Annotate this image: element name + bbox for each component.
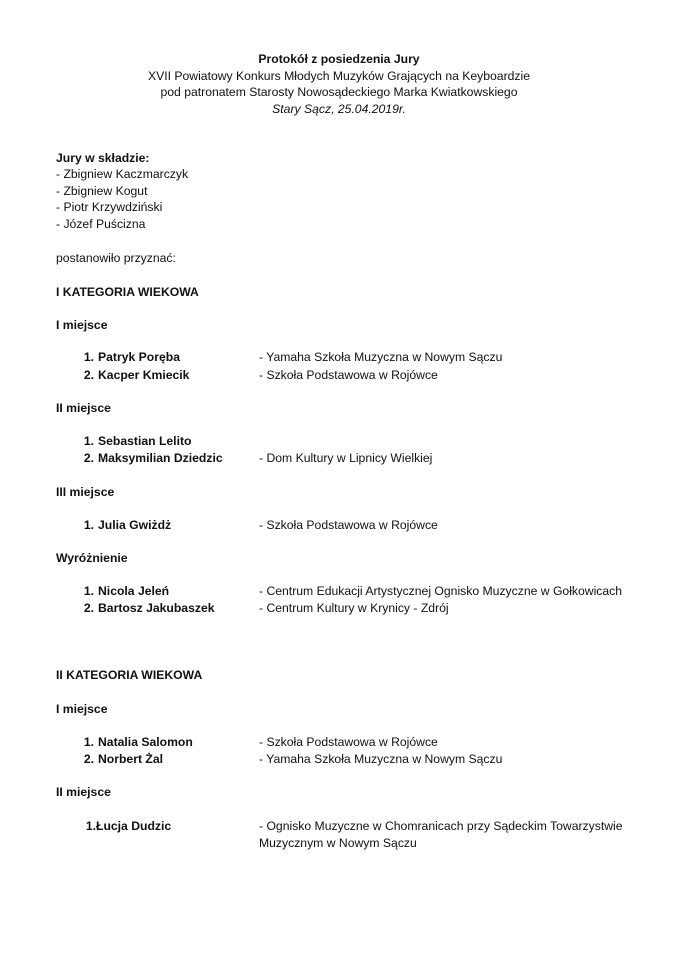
participant-name: Sebastian Lelito bbox=[98, 434, 192, 448]
participant-school: - Dom Kultury w Lipnicy Wielkiej bbox=[259, 451, 433, 465]
jury-member: - Zbigniew Kogut bbox=[56, 184, 148, 198]
entry-number: 2. bbox=[83, 368, 94, 382]
place-label: II miejsce bbox=[56, 401, 111, 415]
participant-name: Kacper Kmiecik bbox=[98, 368, 190, 382]
entry-number: 1. bbox=[83, 434, 94, 448]
participant-school: - Szkoła Podstawowa w Rojówce bbox=[259, 518, 438, 532]
entry-number: 1. bbox=[83, 350, 94, 364]
entry-number: 1. bbox=[83, 518, 94, 532]
participant-school: - Yamaha Szkoła Muzyczna w Nowym Sączu bbox=[259, 350, 503, 364]
list-item bbox=[78, 751, 658, 768]
place-label: I miejsce bbox=[56, 318, 108, 332]
document-title: Protokół z posiedzenia Jury bbox=[258, 52, 420, 66]
place-label: Wyróżnienie bbox=[56, 551, 128, 565]
participant-name: Nicola Jeleń bbox=[98, 584, 170, 598]
entry-number: 1. bbox=[85, 819, 96, 833]
participant-school: - Szkoła Podstawowa w Rojówce bbox=[259, 735, 438, 749]
place-label: II miejsce bbox=[56, 785, 111, 799]
participant-name: Łucja Dudzic bbox=[96, 819, 172, 833]
jury-decision: postanowiło przyznać: bbox=[56, 251, 176, 265]
contest-name: XVII Powiatowy Konkurs Młodych Muzyków Grających na Keyboardzie bbox=[147, 68, 531, 83]
participant-name: Norbert Żal bbox=[98, 752, 164, 766]
list-item bbox=[78, 734, 658, 751]
list-item bbox=[78, 367, 658, 384]
list-item bbox=[78, 433, 658, 450]
jury-member: - Zbigniew Kaczmarczyk bbox=[56, 167, 189, 181]
list-item bbox=[78, 583, 658, 600]
entry-number: 2. bbox=[83, 601, 94, 615]
participant-name: Julia Gwiżdż bbox=[98, 518, 172, 532]
place-label: III miejsce bbox=[56, 485, 115, 499]
participant-school: - Centrum Edukacji Artystycznej Ognisko Muzyczne w Gołkowicach bbox=[259, 584, 623, 598]
entry-number: 1. bbox=[83, 735, 94, 749]
place-date: Stary Sącz, 25.04.2019r. bbox=[272, 101, 406, 116]
participant-school: - Yamaha Szkoła Muzyczna w Nowym Sączu bbox=[259, 752, 503, 766]
list-item bbox=[78, 600, 658, 617]
participant-name: Natalia Salomon bbox=[98, 735, 193, 749]
document-header bbox=[0, 51, 678, 117]
list-item bbox=[78, 349, 658, 366]
category-title: II KATEGORIA WIEKOWA bbox=[56, 668, 203, 682]
participant-school: - Centrum Kultury w Krynicy - Zdrój bbox=[259, 601, 449, 615]
list-item bbox=[80, 818, 660, 852]
participant-school: - Ognisko Muzyczne w Chomranicach przy Sądeckim Towarzystwie Muzycznym w Nowym Sączu bbox=[259, 819, 623, 850]
entry-number: 2. bbox=[83, 451, 94, 465]
entry-number: 2. bbox=[83, 752, 94, 766]
participant-name: Maksymilian Dziedzic bbox=[98, 451, 223, 465]
list-item bbox=[78, 450, 658, 467]
participant-name: Bartosz Jakubaszek bbox=[98, 601, 215, 615]
jury-member: - Piotr Krzywdziński bbox=[56, 200, 163, 214]
participant-school: - Szkoła Podstawowa w Rojówce bbox=[259, 368, 438, 382]
jury-heading: Jury w składzie: bbox=[56, 151, 150, 165]
jury-member: - Józef Puścizna bbox=[56, 217, 146, 231]
entry-number: 1. bbox=[83, 584, 94, 598]
place-label: I miejsce bbox=[56, 702, 108, 716]
list-item bbox=[78, 517, 658, 534]
patronage-line: pod patronatem Starosty Nowosądeckiego Marka Kwiatkowskiego bbox=[160, 85, 518, 100]
category-title: I KATEGORIA WIEKOWA bbox=[56, 285, 199, 299]
participant-name: Patryk Poręba bbox=[98, 350, 180, 364]
